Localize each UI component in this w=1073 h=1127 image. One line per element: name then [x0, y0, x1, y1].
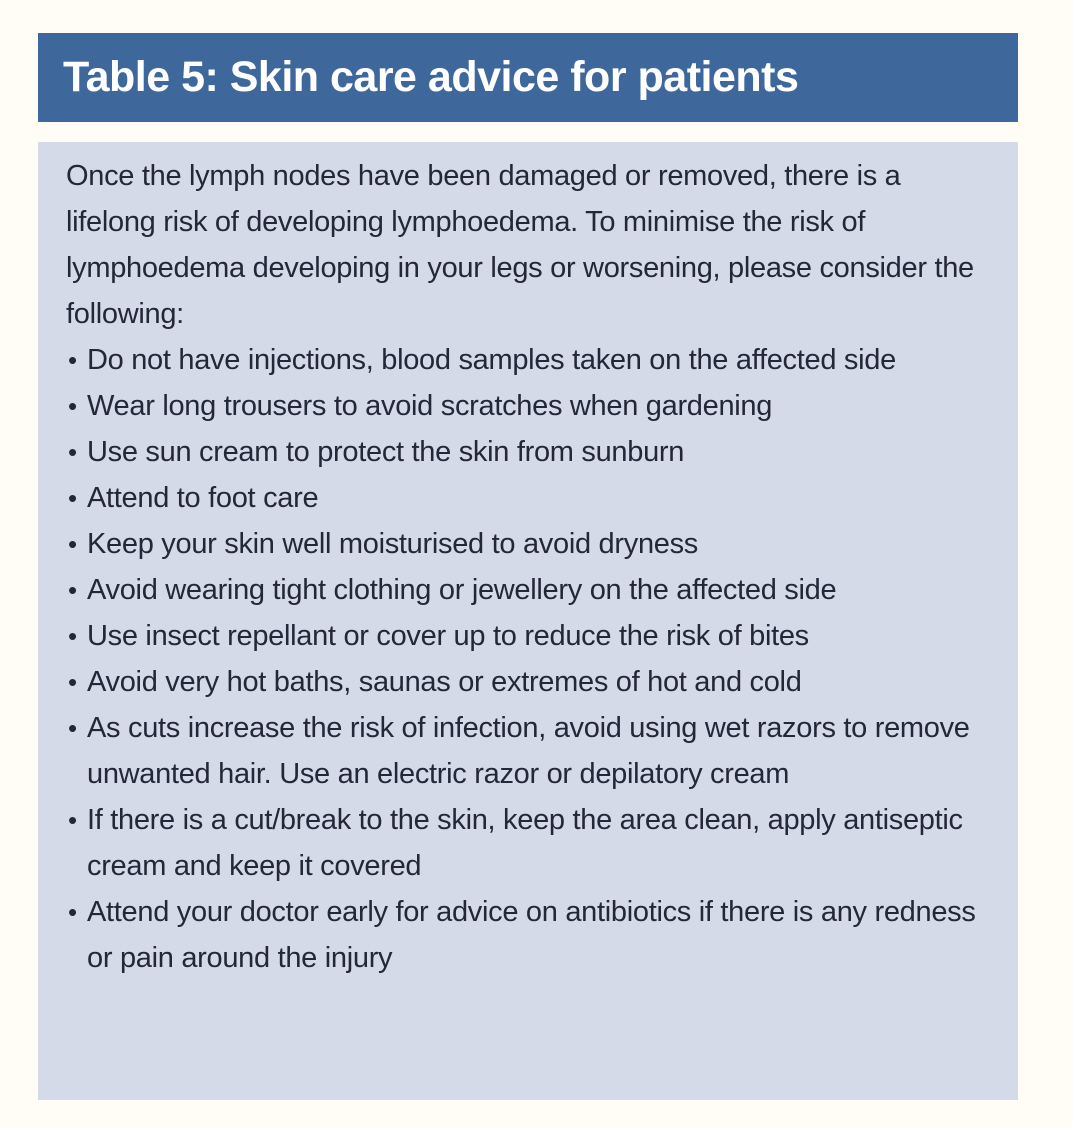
advice-item: • If there is a cut/break to the skin, keep the area clean, apply antiseptic cream and keep it covered: [66, 797, 988, 889]
advice-item: • Use insect repellant or cover up to reduce the risk of bites: [66, 613, 988, 659]
advice-item: • Use sun cream to protect the skin from sunburn: [66, 429, 988, 475]
advice-item: • Avoid very hot baths, saunas or extremes of hot and cold: [66, 659, 988, 705]
advice-list: [66, 337, 988, 981]
advice-item: • Wear long trousers to avoid scratches when gardening: [66, 383, 988, 429]
advice-item: • Attend to foot care: [66, 475, 988, 521]
table-body: [38, 142, 1018, 1100]
advice-item: • Do not have injections, blood samples taken on the affected side: [66, 337, 988, 383]
advice-item: • Keep your skin well moisturised to avoid dryness: [66, 521, 988, 567]
table-header: [38, 33, 1018, 122]
advice-item: • Avoid wearing tight clothing or jewellery on the affected side: [66, 567, 988, 613]
advice-item: • As cuts increase the risk of infection, avoid using wet razors to remove unwanted hair. Use an electric razor or depilatory cream: [66, 705, 988, 797]
advice-item: • Attend your doctor early for advice on antibiotics if there is any redness or pain around the injury: [66, 889, 988, 981]
intro-text: Once the lymph nodes have been damaged or removed, there is a lifelong risk of developing lymphoedema. To minimise the risk of lymphoedema developing in your legs or worsening, please consider the following:: [66, 160, 974, 330]
table-title: Table 5: Skin care advice for patients: [63, 53, 799, 101]
